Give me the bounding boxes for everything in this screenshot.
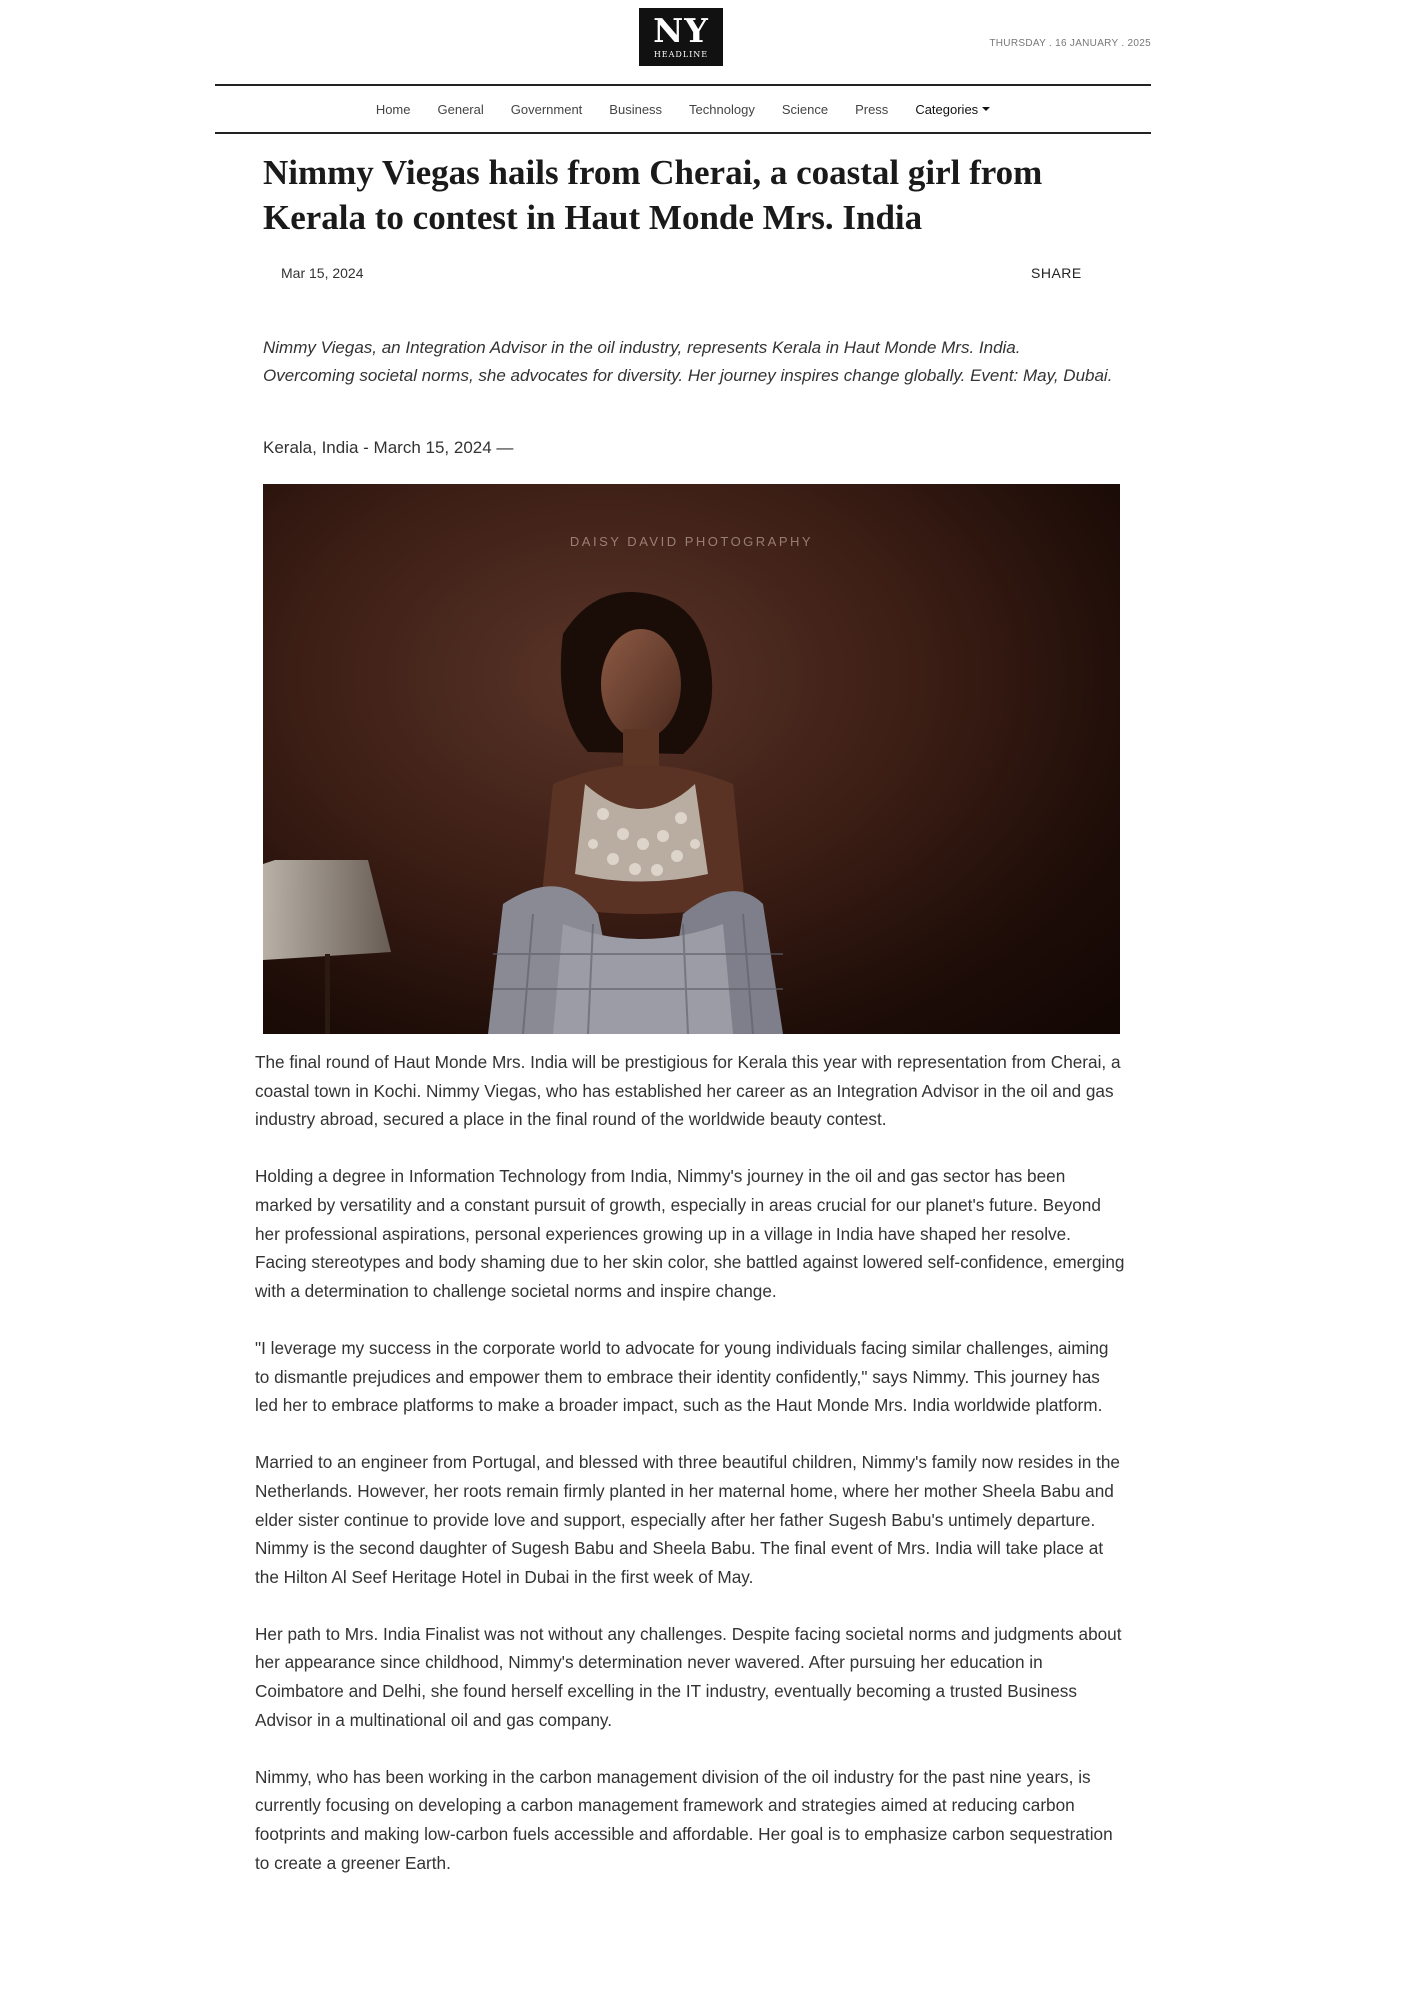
- main-nav: [215, 86, 1151, 134]
- site-logo[interactable]: [639, 8, 723, 66]
- article-paragraph: Her path to Mrs. India Finalist was not without any challenges. Despite facing societal norms and judgments about her appearance since childhood, Nimmy's determination never wavered. After pursuing her education in Coimbatore and Delhi, she found herself excelling in the IT industry, eventually becoming a trusted Business Advisor in a multinational oil and gas company.: [255, 1623, 1122, 1730]
- lamp-shade-shape: [263, 860, 391, 960]
- nav-item-science[interactable]: Science: [781, 101, 829, 117]
- photo-watermark: DAISY DAVID PHOTOGRAPHY: [569, 534, 814, 549]
- logo-sub-text: HEADLINE: [653, 50, 709, 59]
- lamp-stand-shape: [325, 954, 330, 1034]
- nav-item-general[interactable]: General: [437, 101, 484, 117]
- article-photo: [263, 484, 1120, 1034]
- article-paragraph: Holding a degree in Information Technology from India, Nimmy's journey in the oil and gas sector has been marked by versatility and a constant pursuit of growth, especially in areas crucial for our planet's future. Beyond her professional aspirations, personal experiences growing up in a village in India have shaped her resolve. Facing stereotypes and body shaming due to her skin color, she battled against lowered self-confidence, emerging with a determination to challenge societal norms and inspire change.: [255, 1166, 1125, 1301]
- share-button[interactable]: SHARE: [1031, 265, 1082, 281]
- article-date: Mar 15, 2024: [281, 265, 364, 281]
- lap-shape: [553, 924, 733, 1034]
- face-shape: [601, 629, 681, 739]
- portrait-illustration: [263, 484, 1120, 1034]
- nav-item-business[interactable]: Business: [609, 101, 663, 117]
- nav-item-government[interactable]: Government: [510, 101, 583, 117]
- header-date: THURSDAY . 16 JANUARY . 2025: [989, 38, 1151, 49]
- nav-item-home[interactable]: Home: [375, 101, 411, 117]
- article-paragraph: "I leverage my success in the corporate world to advocate for young individuals facing similar challenges, aiming to dismantle prejudices and empower them to embrace their identity confidently," says Nimmy. This journey has led her to embrace platforms to make a broader impact, such as the Haut Monde Mrs. India worldwide platform.: [255, 1337, 1109, 1416]
- article-paragraph: Married to an engineer from Portugal, and blessed with three beautiful children, Nimmy's family now resides in the Netherlands. However, her roots remain firmly planted in her maternal home, where her mother Sheela Babu and elder sister continue to provide love and support, especially after her father Sugesh Babu's untimely departure. Nimmy is the second daughter of Sugesh Babu and Sheela Babu. The final event of Mrs. India will take place at the Hilton Al Seef Heritage Hotel in Dubai in the first week of May.: [255, 1452, 1120, 1587]
- article-dateline: Kerala, India - March 15, 2024 —: [263, 438, 514, 457]
- article-title: Nimmy Viegas hails from Cherai, a coastal girl from Kerala to contest in Haut Monde Mrs. India: [263, 153, 1043, 237]
- article-paragraph: The final round of Haut Monde Mrs. India will be prestigious for Kerala this year with representation from Cherai, a coastal town in Kochi. Nimmy Viegas, who has established her career as an Integration Advisor in the oil and gas industry abroad, secured a place in the final round of the worldwide beauty contest.: [255, 1052, 1121, 1130]
- article-summary: Nimmy Viegas, an Integration Advisor in the oil industry, represents Kerala in Haut Monde Mrs. India. Overcoming societal norms, she advocates for diversity. Her journey inspires change globally. Event: May, Dubai.: [263, 338, 1113, 385]
- nav-item-technology[interactable]: Technology: [689, 101, 755, 117]
- article-body: [255, 1048, 1125, 1906]
- caret-down-icon: [982, 107, 990, 111]
- nav-categories-label: Categories: [915, 101, 979, 117]
- nav-categories-dropdown[interactable]: [915, 102, 990, 117]
- logo-main-text: NY: [653, 11, 709, 50]
- masthead: [215, 0, 1151, 86]
- nav-item-press[interactable]: Press: [855, 101, 889, 117]
- article-paragraph: Nimmy, who has been working in the carbon management division of the oil industry for the past nine years, is currently focusing on developing a carbon management framework and strategies aimed at reducing carbon footprints and making low-carbon fuels accessible and affordable. Her goal is to emphasize carbon sequestration to create a greener Earth.: [255, 1766, 1113, 1873]
